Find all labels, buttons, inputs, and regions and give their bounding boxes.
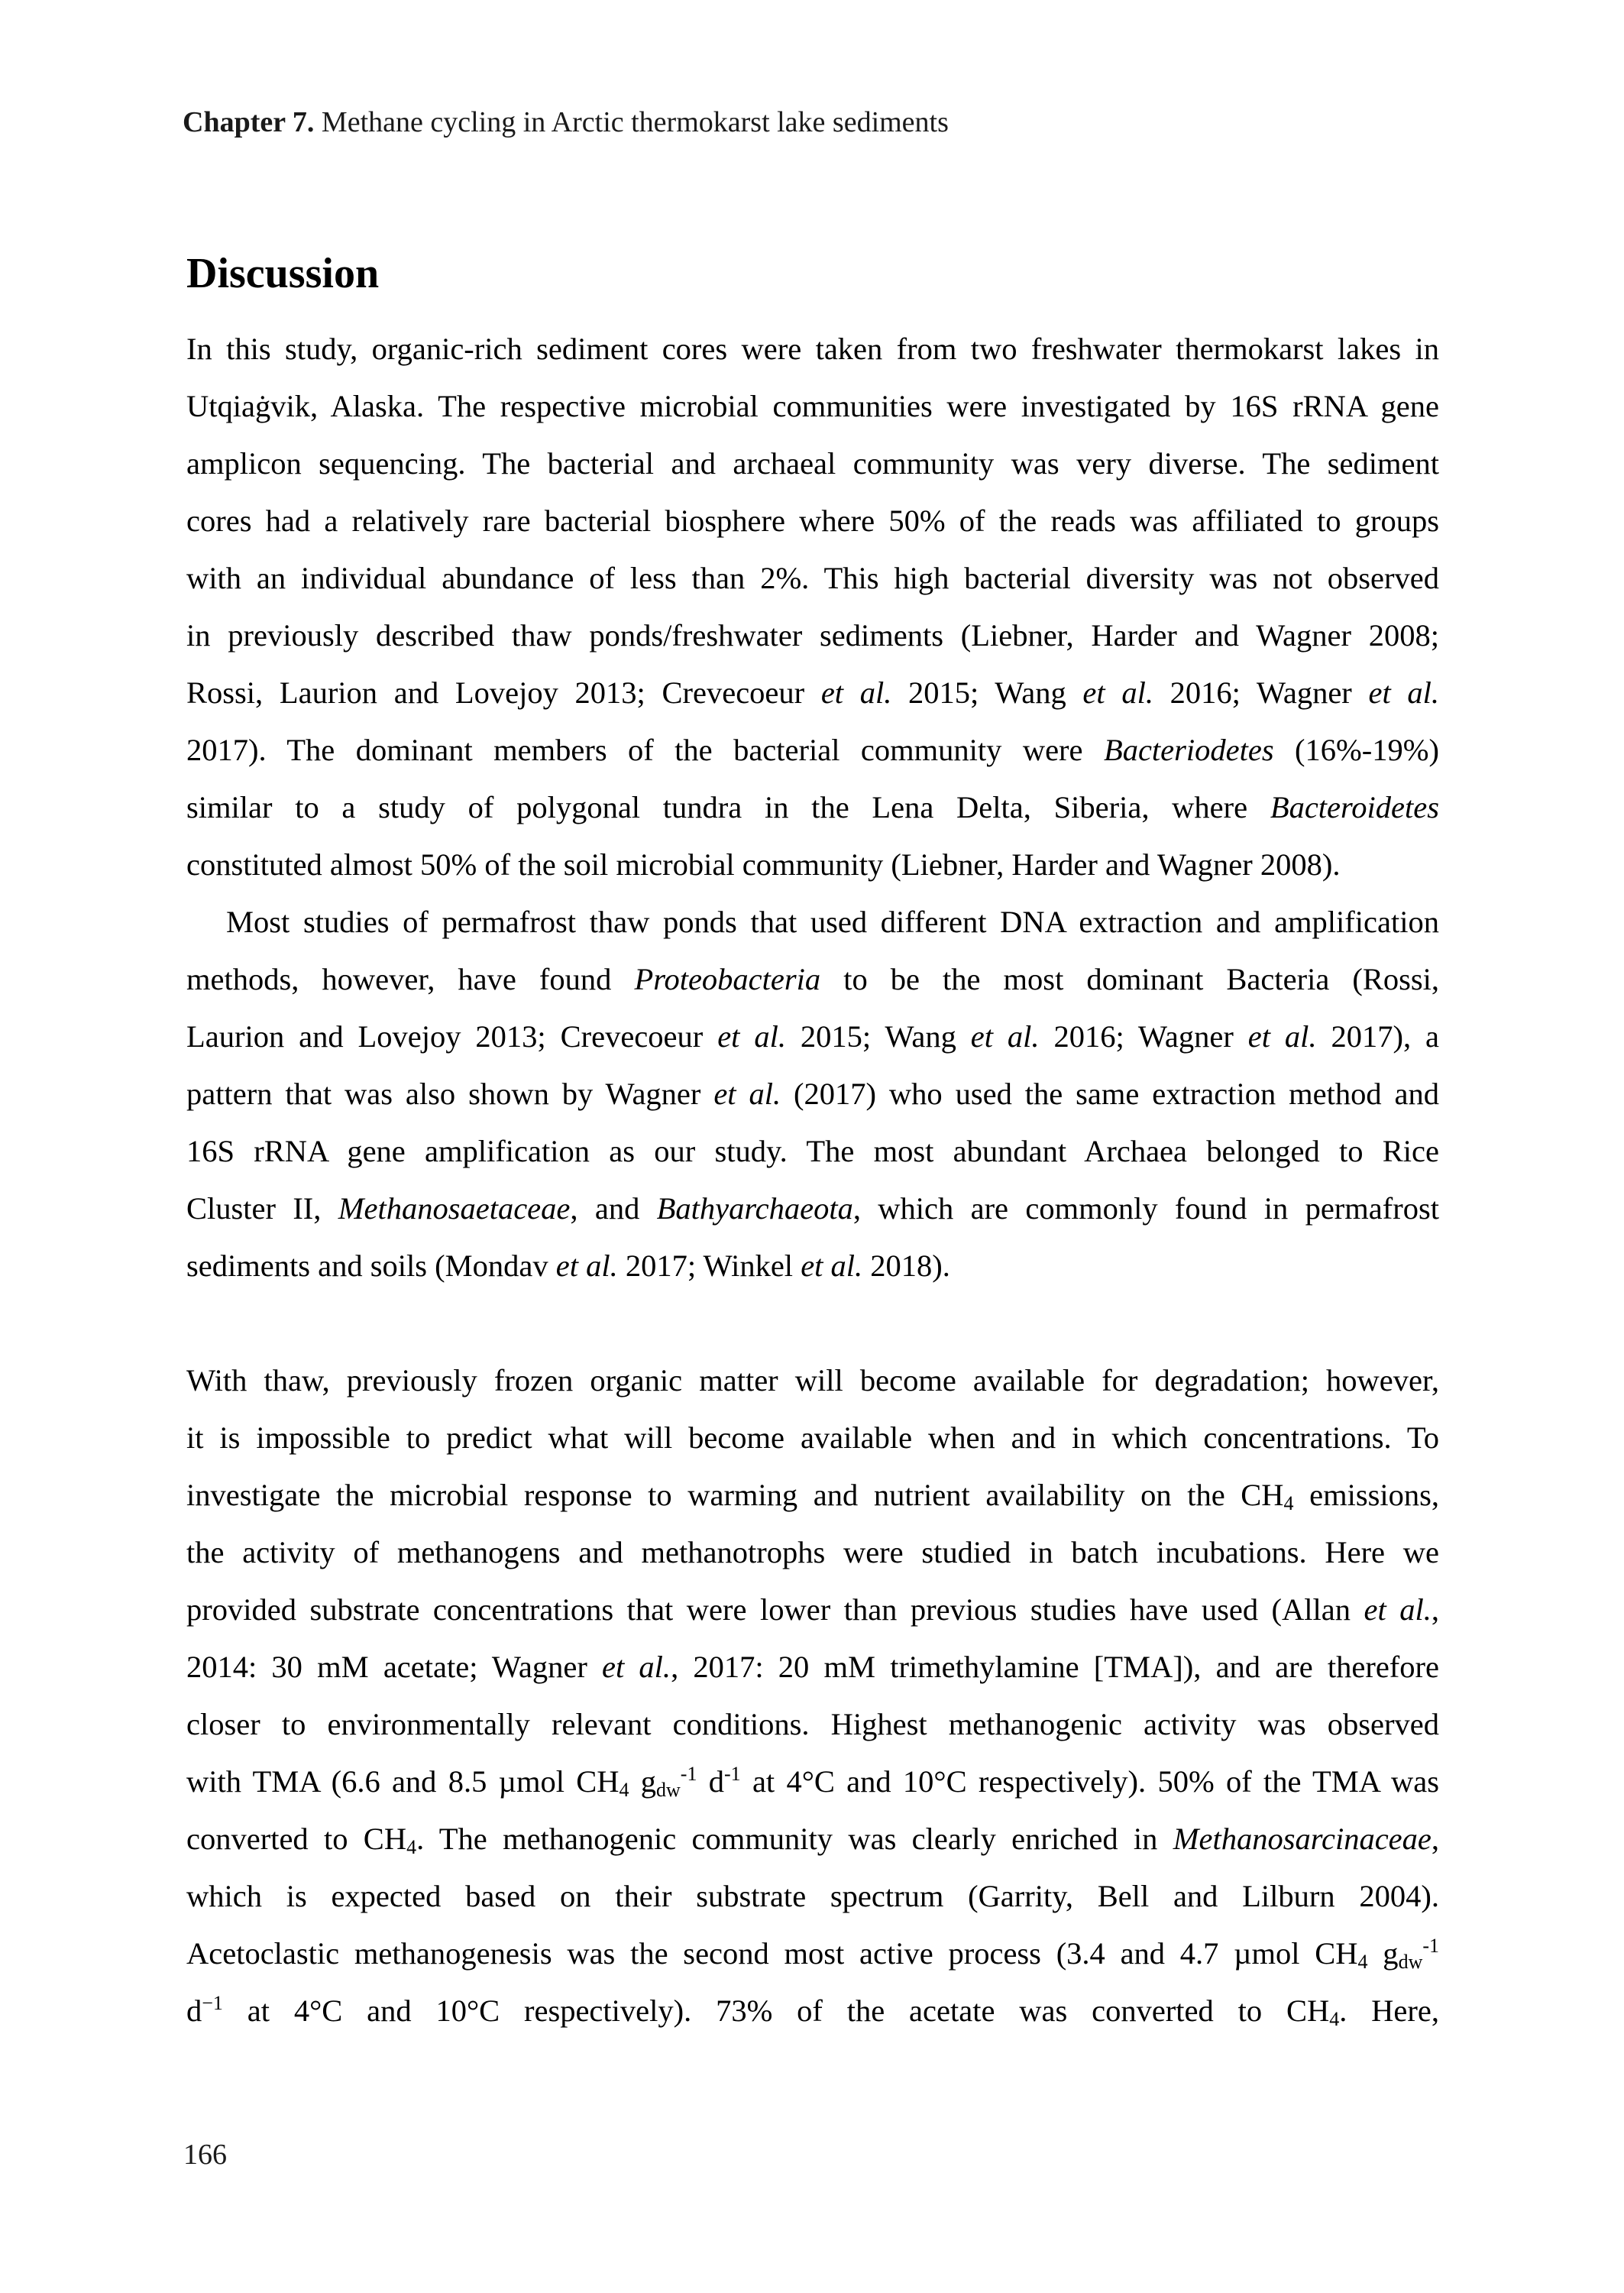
italic-text: et al. [1364,1592,1432,1627]
taxon-name: Bathyarchaeota [656,1191,853,1226]
running-header [183,104,949,141]
subscript: 4 [1283,1492,1294,1514]
text-line: With thaw, previously frozen organic matter will become available for degradation; however, [186,1363,1439,1397]
text-line: Rossi, Laurion and Lovejoy 2013; Crevecoeur et al. 2015; Wang et al. 2016; Wagner et al. [186,675,1440,710]
text-line: which is expected based on their substrate spectrum (Garrity, Bell and Lilburn 2004). [186,1879,1439,1913]
text-line: with TMA (6.6 and 8.5 µmol $CH_4$ $g_{dw}^{-1}$ $d^{-1}$ at 4°C and 10°C respectively). 50% of the TMA was [186,1763,1439,1801]
italic-text: et al. [1368,675,1440,710]
text-line: Utqiaġvik, Alaska. The respective microbial communities were investigated by 16S rRNA gene [186,389,1439,423]
superscript: -1 [680,1763,697,1785]
text-line: 2017). The dominant members of the bacterial community were Bacteriodetes (16%-19%) [186,733,1439,767]
italic-text: et al. [801,1249,863,1283]
text-line: closer to environmentally relevant conditions. Highest methanogenic activity was observed [186,1707,1439,1741]
subscript: dw [656,1779,681,1801]
italic-text: et al. [555,1249,618,1283]
taxon-name: Methanosaetaceae [338,1191,571,1226]
text-line: it is impossible to predict what will become available when and in which concentrations. To [186,1420,1439,1455]
subscript: 4 [406,1836,417,1858]
text-line: in previously described thaw ponds/freshwater sediments (Liebner, Harder and Wagner 2008; [186,618,1439,653]
chapter-title: Methane cycling in Arctic thermokarst lake sediments [321,106,949,138]
text-line: converted to $CH_4$. The methanogenic community was clearly enriched in Methanosarcinaceae, [186,1822,1439,1858]
text-line: similar to a study of polygonal tundra in the Lena Delta, Siberia, where Bacteroidetes [186,790,1439,824]
taxon-name: Proteobacteria [634,962,821,996]
superscript: −1 [202,1992,223,2014]
section-title: Discussion [186,250,380,297]
text-line: Most studies of permafrost thaw ponds that used different DNA extraction and amplification [226,905,1439,939]
text-line: pattern that was also shown by Wagner et al. (2017) who used the same extraction method and [186,1077,1439,1111]
text-line: Cluster II, Methanosaetaceae, and Bathyarchaeota, which are commonly found in permafrost [186,1191,1439,1226]
subscript: 4 [1329,2008,1340,2030]
subscript: 4 [1357,1951,1368,1973]
italic-text: et al. [820,675,892,710]
text-line: 2014: 30 mM acetate; Wagner et al., 2017: 20 mM trimethylamine [TMA]), and are therefore [186,1650,1439,1684]
text-line: with an individual abundance of less than 2%. This high bacterial diversity was not observed [186,561,1439,595]
italic-text: et al. [713,1077,781,1111]
superscript: -1 [724,1763,741,1785]
italic-text: et al. [602,1650,671,1684]
text-line: Laurion and Lovejoy 2013; Crevecoeur et al. 2015; Wang et al. 2016; Wagner et al. 2017), a [186,1019,1440,1054]
text-line: cores had a relatively rare bacterial biosphere where 50% of the reads was affiliated to groups [186,504,1439,538]
text-line: the activity of methanogens and methanotrophs were studied in batch incubations. Here we [186,1535,1439,1569]
italic-text: et al. [1247,1019,1317,1054]
text-line: provided substrate concentrations that were lower than previous studies have used (Allan et al., [186,1592,1440,1627]
text-line: Acetoclastic methanogenesis was the second most active process (3.4 and 4.7 µmol $CH_4$ $g_{dw}^{-1}$ [186,1935,1440,1973]
subscript: 4 [619,1779,629,1801]
italic-text: et al. [1082,675,1153,710]
italic-text: et al. [970,1019,1040,1054]
text-line: $d^{-1}$ at 4°C and 10°C respectively). 73% of the acetate was converted to $CH_4$. Here, [186,1992,1439,2030]
page-number: 166 [183,2139,227,2171]
text-line: constituted almost 50% of the soil microbial community (Liebner, Harder and Wagner 2008). [186,847,1341,882]
subscript: dw [1398,1951,1423,1973]
text-line: methods, however, have found Proteobacteria to be the most dominant Bacteria (Rossi, [186,962,1440,996]
taxon-name: Bacteriodetes [1103,733,1274,767]
taxon-name: Methanosarcinaceae [1173,1822,1432,1856]
superscript: -1 [1422,1935,1440,1957]
text-line: In this study, organic-rich sediment cores were taken from two freshwater thermokarst lakes in [186,332,1439,366]
text-line: 16S rRNA gene amplification as our study. The most abundant Archaea belonged to Rice [186,1134,1439,1168]
chapter-label: Chapter 7. [183,106,315,138]
text-line: amplicon sequencing. The bacterial and archaeal community was very diverse. The sediment [186,446,1439,481]
text-line: investigate the microbial response to warming and nutrient availability on the $CH_4$ emissions, [186,1478,1439,1514]
text-line: sediments and soils (Mondav et al. 2017; Winkel et al. 2018). [186,1249,950,1283]
taxon-name: Bacteroidetes [1270,790,1439,824]
italic-text: et al. [717,1019,786,1054]
